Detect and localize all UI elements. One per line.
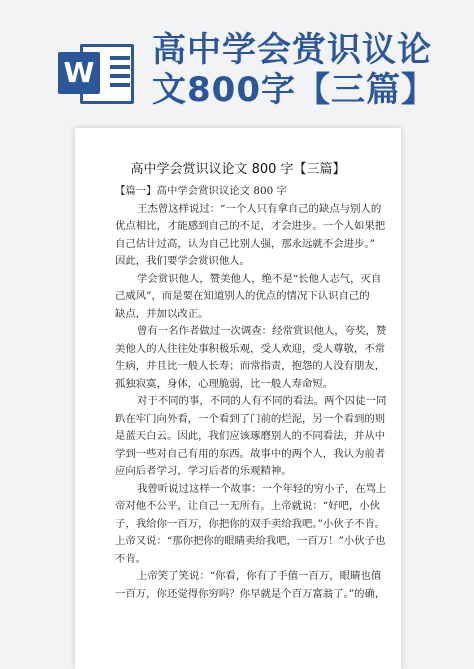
paragraph-line: 一百万，你还觉得你穷吗？你早就是个百万富翁了。”的确， [115, 587, 386, 600]
paragraph-line: 学到一些对自己有用的东西。故事中的两个人，我认为前者 [115, 447, 386, 460]
banner-title-line-1: 高中学会赏识议论 [152, 30, 432, 70]
word-icon [58, 38, 136, 108]
paragraph-line: 对于不同的事，不同的人有不同的看法。两个囚徒一同 [137, 395, 387, 407]
paragraph-line: 帝对他不公平，让自己一无所有。上帝就说：“好吧，小伙 [115, 500, 381, 512]
paragraph-line: 应向后者学习，学习后者的乐观精神。 [115, 465, 292, 477]
word-icon-badge: W [58, 52, 100, 94]
paragraph-line: 生病，并且比一般人长寿；而常指责，抱怨的人没有朋友， [115, 360, 386, 372]
paragraph-line: 曾有一名作者做过一次调查：经常赏识他人，夸奖，赞 [137, 325, 387, 337]
word-icon-line [110, 83, 130, 87]
paragraph-line: 己威风”，而是要在知道别人的优点的情况下认识自己的 [115, 290, 370, 302]
paragraph-line: 我曾听说过这样一个故事：一个年轻的穷小子，在骂上 [137, 482, 387, 495]
word-icon-line [110, 74, 130, 78]
paragraph-line: 缺点，并加以改正。 [115, 307, 209, 320]
paragraph-line: 美他人的人往往处事积极乐观，受人欢迎，受人尊敬，不常 [115, 342, 386, 355]
paragraph-line: 王杰曾这样说过：“一个人只有拿自己的缺点与别人的 [137, 202, 382, 215]
paragraph-line: 趴在牢门向外看，一个看到了门前的烂泥，另一个看到的则 [115, 412, 386, 425]
paragraph-line: 因此，我们要学会赏识他人。 [115, 255, 251, 267]
paragraph-line: 上帝又说：“那你把你的眼睛卖给我吧，一百万！”小伙子也 [115, 535, 386, 547]
document-title: 高中学会赏识议论文 800 字【三篇】 [130, 162, 346, 177]
paragraph-line: 孤独寂寞，身体，心理脆弱，比一般人寿命短。 [115, 377, 334, 390]
paragraph-line: 优点相比，才能感到自己的不足，才会进步。一个人如果把 [115, 220, 386, 232]
word-icon-line [110, 56, 130, 60]
paragraph-line: 子，我给你一百万，你把你的双手卖给我吧。”小伙子不肯。 [115, 517, 386, 530]
paragraph-line: 自己估计过高，认为自己比别人强，那永远就不会进步。” [115, 237, 375, 250]
paragraph-line: 不肯。 [115, 552, 147, 565]
document-body [115, 183, 387, 603]
banner-title-line-2: 文800字【三篇】 [152, 70, 436, 110]
paragraph-line: 是蓝天白云。因此，我们应该琢磨别人的不同看法，并从中 [115, 430, 386, 442]
section-heading: 【篇一】高中学会赏识议论文 800 字 [115, 185, 287, 197]
document-page [75, 128, 401, 669]
document-banner [0, 0, 474, 118]
paragraph-line: 学会赏识他人，赞美他人，绝不是“长他人志气，灭自 [137, 272, 382, 285]
word-icon-line [110, 65, 130, 69]
paragraph-line: 上帝笑了笑说：“你看，你有了手值一百万，眼睛也值 [137, 570, 382, 582]
